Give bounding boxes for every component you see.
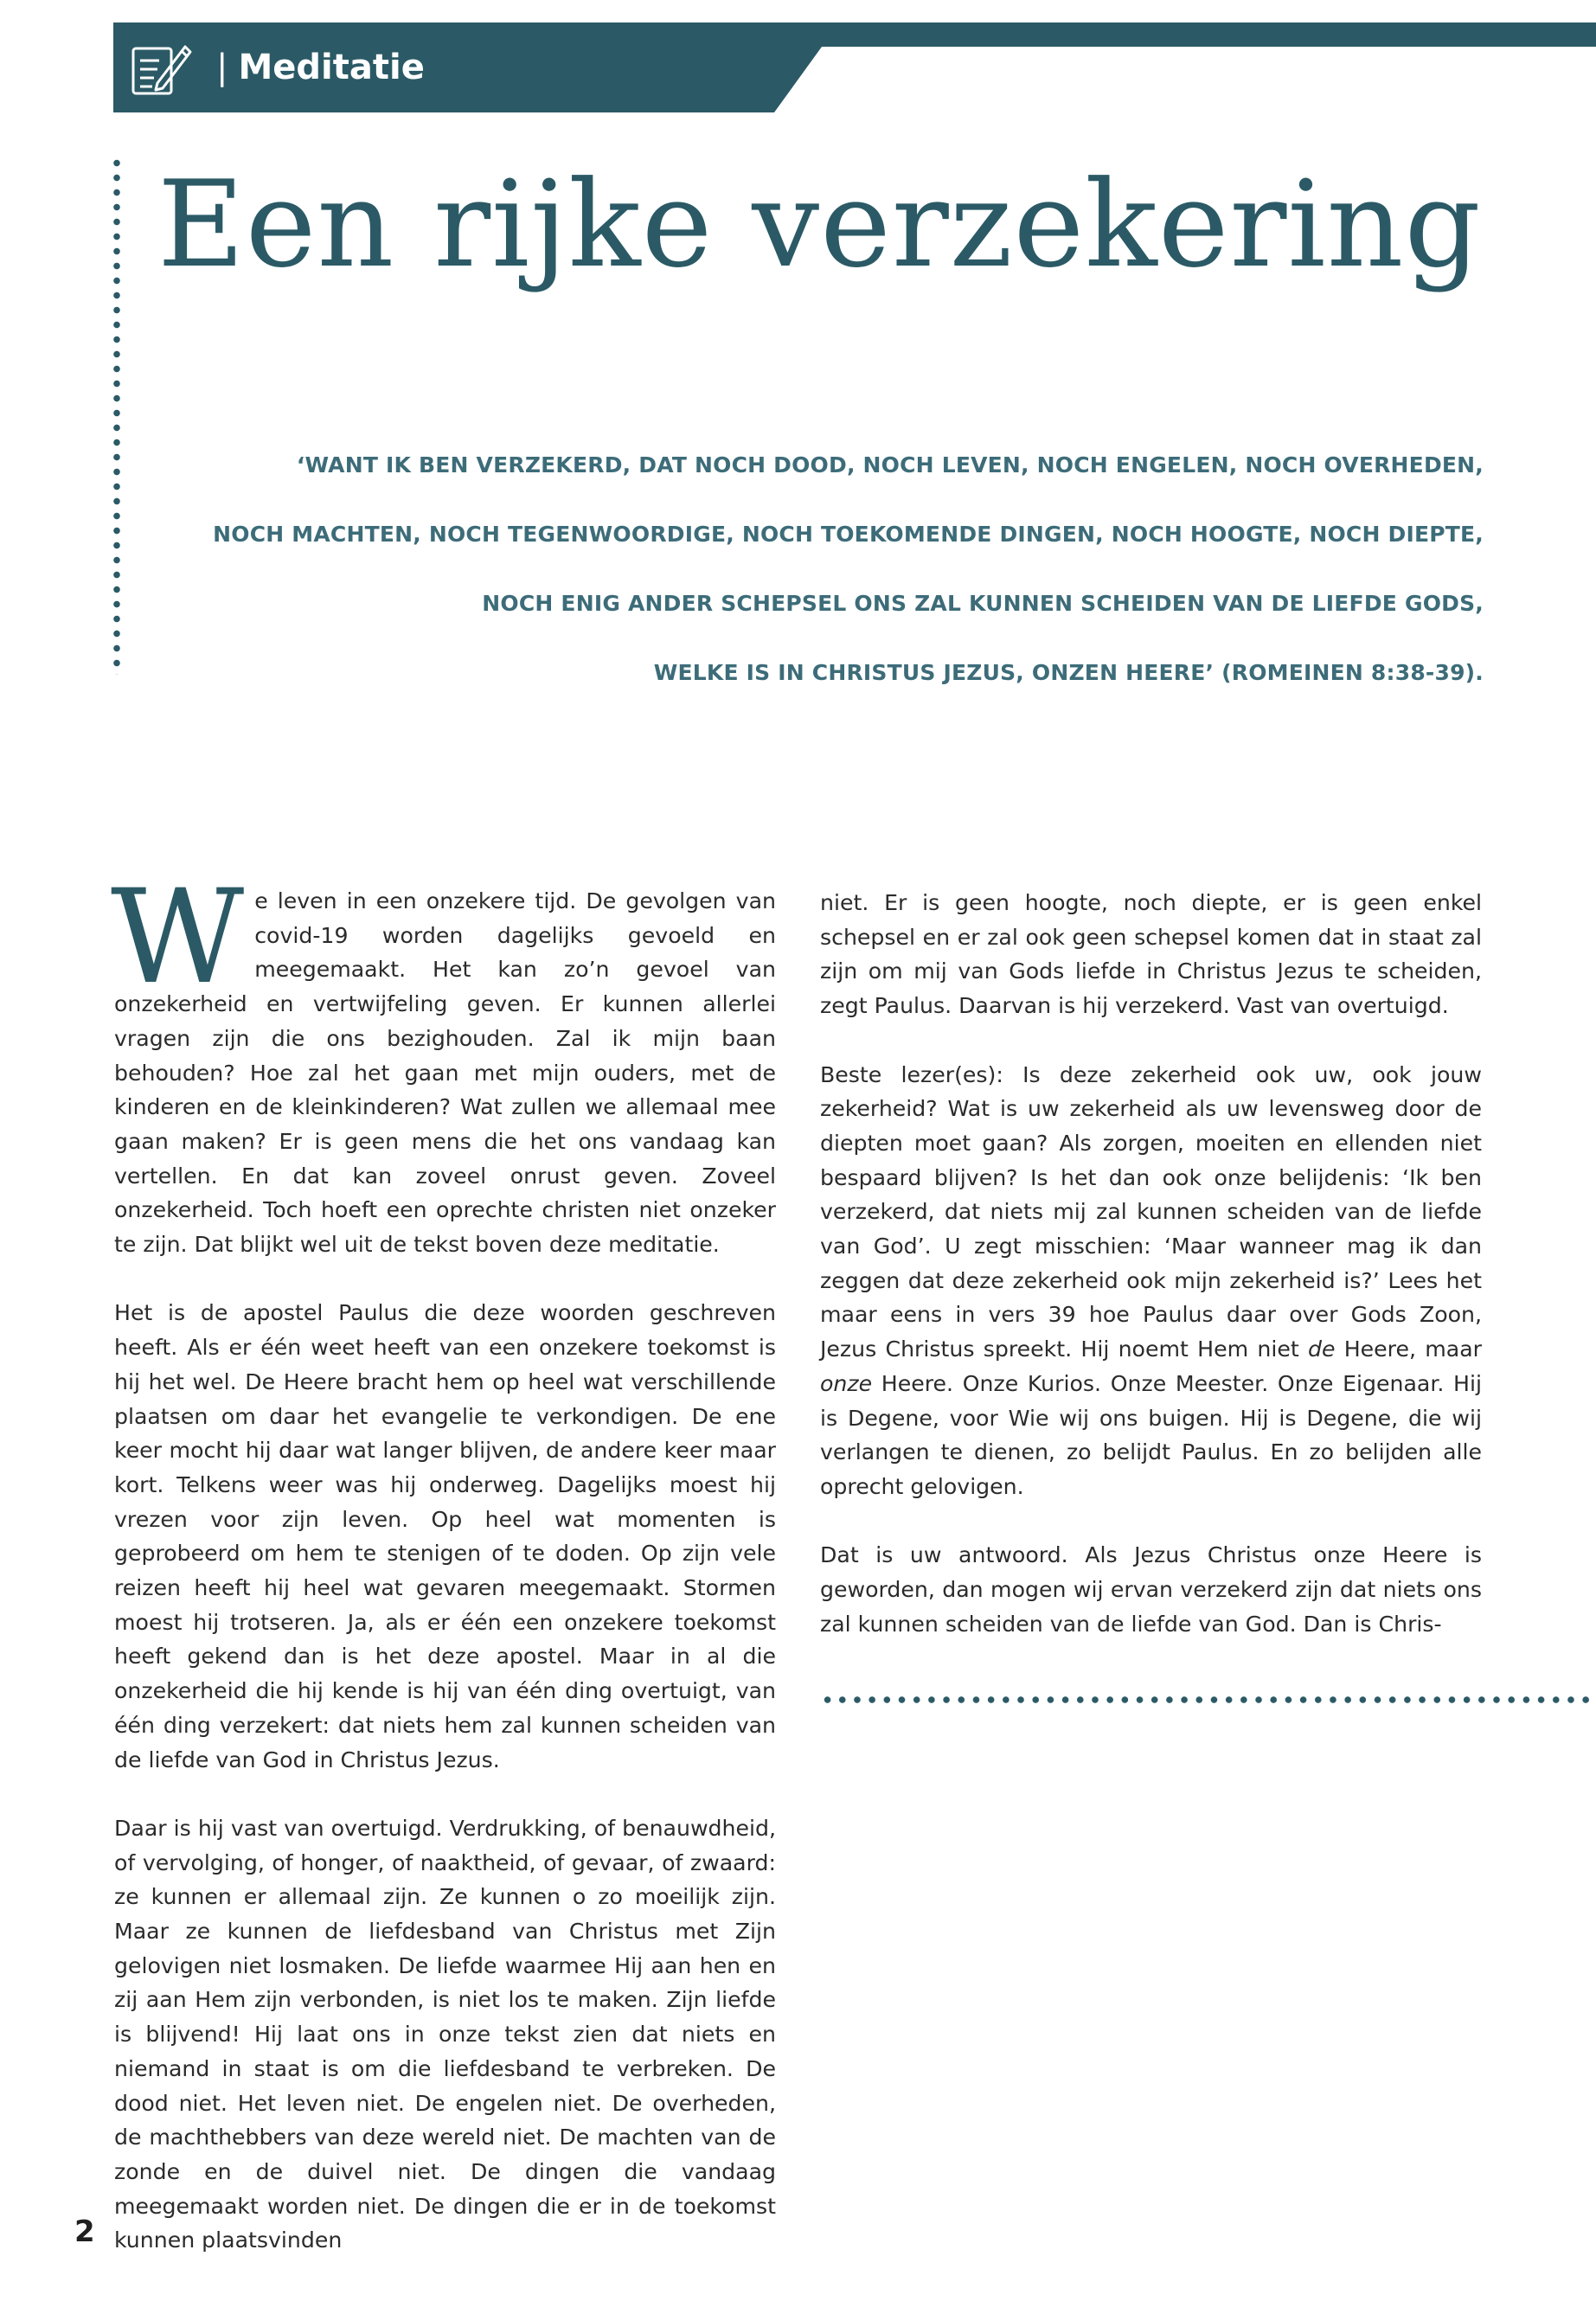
decorative-dotted-vertical-rule xyxy=(112,156,121,675)
paragraph-text: e leven in een onzekere tijd. De gevolgen van covid-19 worden dagelijks gevoeld en meegemaakt. Het kan zo’n gevoel van onzekerheid en vertwijfeling geven. Er kunnen allerlei vragen zijn die ons bezighouden. Zal ik mijn baan behouden? Hoe zal het gaan met mijn ouders, met de kinderen en de kleinkinderen? Wat zullen we allemaal mee gaan maken? Er is geen mens die het ons vandaag kan vertellen. En dat kan zoveel onrust geven. Zoveel onzekerheid. Toch hoeft een oprechte christen niet onzeker te zijn. Dat blijkt wel uit de tekst boven deze meditatie. xyxy=(114,888,776,1258)
page-number: 2 xyxy=(74,2214,95,2249)
paragraph-text: Heere. Onze Kurios. Onze Meester. Onze Eigenaar. Hij is Degene, voor Wie wij ons buigen. Hij is Degene, die wij verlangen te dienen, zo belijdt Paulus. En zo belijden alle oprecht gelovigen. xyxy=(820,1370,1482,1499)
decorative-dotted-horizontal-rule xyxy=(820,1695,1596,1704)
header-separator: | xyxy=(216,48,228,87)
body-paragraph xyxy=(111,862,776,1262)
section-label-text: Meditatie xyxy=(238,48,425,87)
quote-line: NOCH ENIG ANDER SCHEPSEL ONS ZAL KUNNEN SCHEIDEN VAN DE LIEFDE GODS, xyxy=(482,591,1484,616)
body-paragraph: Het is de apostel Paulus die deze woorden geschreven heeft. Als er één weet heeft van een onzekere toekomst is hij het wel. De Heere bracht hem op heel wat verschillende plaatsen om daar het evangelie te verkondigen. De ene keer mocht hij daar wat langer blijven, de andere keer maar kort. Telkens weer was hij onderweg. Dagelijks moest hij vrezen voor zijn leven. Op heel wat momenten is geprobeerd om hem te stenigen of te doden. Op zijn vele reizen heeft hij heel wat gevaren meegemaakt. Stormen moest hij trotseren. Ja, als er één een onzekere toekomst heeft gekend dan is het deze apostel. Maar in al die onzekerheid die hij kende is hij van één ding overtuigt, van één ding verzekert: dat niets hem zal kunnen scheiden van de liefde van God in Christus Jezus. xyxy=(114,1300,776,1772)
scripture-quote xyxy=(173,431,1484,708)
writing-pen-icon xyxy=(128,35,194,100)
section-label xyxy=(216,42,425,93)
article-column-right xyxy=(820,886,1482,1676)
emphasis-text: onze xyxy=(820,1370,873,1396)
paragraph-text: Beste lezer(es): Is deze zekerheid ook uw, ook jouw zekerheid? Wat is uw zekerheid als uw levensweg door de diepten moet gaan? Als zorgen, moeiten en ellenden niet bespaard blijven? Is het dan ook onze belijdenis: ‘Ik ben verzekerd, dat niets mij zal kunnen scheiden van de liefde van God’. U zegt misschien: ‘Maar wanneer mag ik dan zeggen dat deze zekerheid ook mijn zekerheid is?’ Lees het maar eens in vers 39 hoe Paulus daar over Gods Zoon, Jezus Christus spreekt. Hij noemt Hem niet xyxy=(820,1061,1482,1362)
emphasis-text: de xyxy=(1307,1336,1336,1362)
section-header-band xyxy=(0,22,1596,112)
paragraph-text: Heere, maar xyxy=(1343,1336,1482,1362)
body-paragraph: niet. Er is geen hoogte, noch diepte, er is geen enkel schepsel en er zal ook geen schepsel komen dat in staat zal zijn om mij van Gods liefde in Christus Jezus te scheiden, zegt Paulus. Daarvan is hij verzekerd. Vast van overtuigd. xyxy=(820,890,1482,1019)
body-paragraph: Dat is uw antwoord. Als Jezus Christus onze Heere is geworden, dan mogen wij ervan verzekerd zijn dat niets ons zal kunnen scheiden van de liefde van God. Dan is Chris- xyxy=(820,1542,1482,1637)
quote-line: WELKE IS IN CHRISTUS JEZUS, ONZEN HEERE’ (ROMEINEN 8:38-39). xyxy=(653,660,1484,685)
drop-cap: W xyxy=(111,862,245,1013)
article-title: Een rijke verzekering xyxy=(157,155,1482,294)
body-paragraph xyxy=(820,1058,1482,1504)
article-column-left xyxy=(111,862,776,2292)
quote-line: ‘WANT IK BEN VERZEKERD, DAT NOCH DOOD, NOCH LEVEN, NOCH ENGELEN, NOCH OVERHEDEN, xyxy=(296,452,1484,478)
quote-line: NOCH MACHTEN, NOCH TEGENWOORDIGE, NOCH TOEKOMENDE DINGEN, NOCH HOOGTE, NOCH DIEPTE, xyxy=(213,522,1484,547)
body-paragraph: Daar is hij vast van overtuigd. Verdrukking, of benauwdheid, of vervolging, of honger, of naaktheid, of gevaar, of zwaard: ze kunnen er allemaal zijn. Ze kunnen o zo moeilijk zijn. Maar ze kunnen de liefdesband van Christus met Zijn gelovigen niet losmaken. De liefde waarmee Hij aan hen en zij aan Hem zijn verbonden, is niet los te maken. Zijn liefde is blijvend! Hij laat ons in onze tekst zien dat niets en niemand in staat is om die liefdesband te verbreken. De dood niet. Het leven niet. De engelen niet. De overheden, de machthebbers van deze wereld niet. De machten van de zonde en de duivel niet. De dingen die vandaag meegemaakt worden niet. De dingen die er in de toekomst kunnen plaatsvinden xyxy=(114,1815,776,2253)
